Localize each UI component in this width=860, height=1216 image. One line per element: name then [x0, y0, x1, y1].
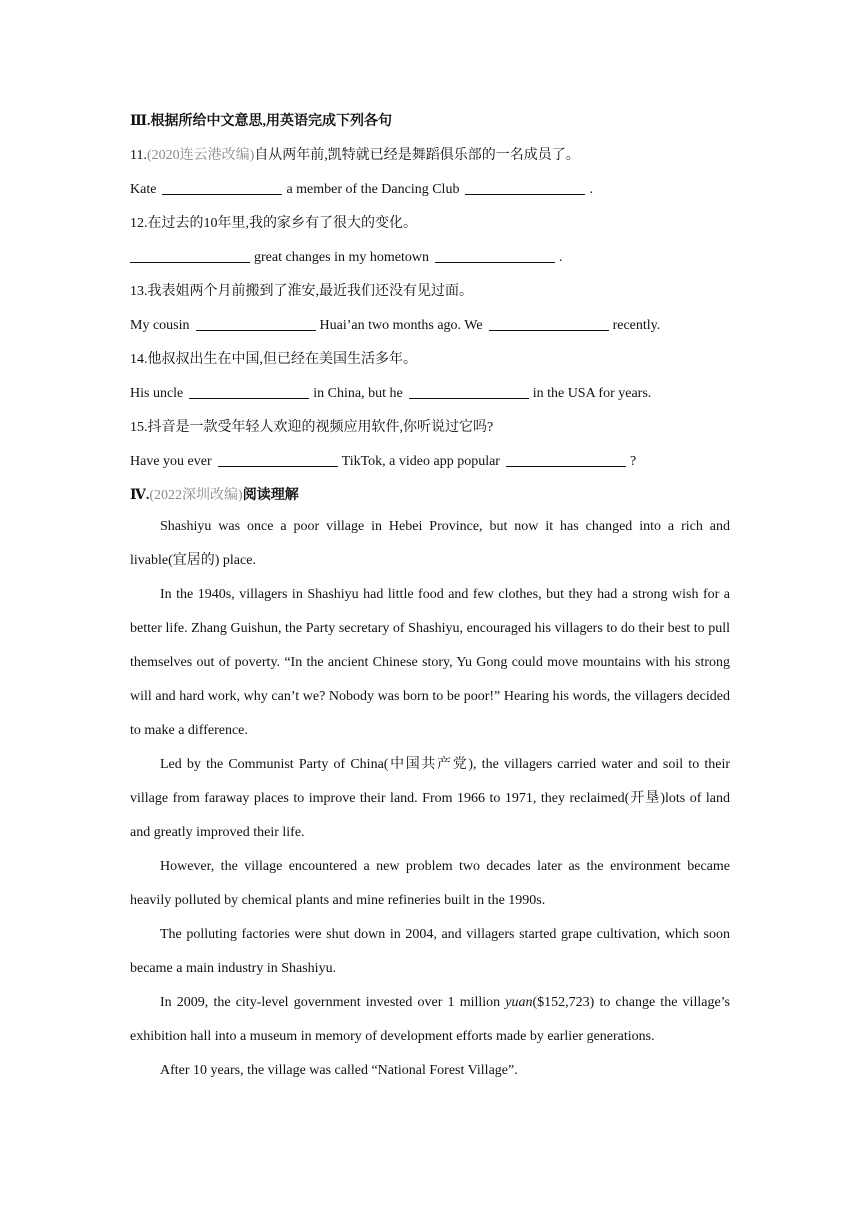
section-4-title — [130, 486, 730, 506]
paragraph-text: ($152,723) to change the village’s exhibition hall into a museum in memory of development efforts made by earlier generations. — [130, 995, 730, 1044]
exercise-section — [130, 112, 730, 520]
passage-paragraph-2: In the 1940s, villagers in Shashiyu had little food and few clothes, but they had a strong wish for a better life. Zhang Guishun, the Party secretary of Shashiyu, encouraged his villagers to do their best to pull themselves out of poverty. “In the ancient Chinese story, Yu Gong could move mountains with his strong will and hard work, why can’t we? Nobody was born to be poor!” Hearing his words, the villagers decided to make a difference. — [130, 587, 730, 738]
answer-blank[interactable] — [189, 384, 309, 399]
item-number: 13. — [130, 284, 148, 299]
answer-blank[interactable] — [506, 452, 626, 467]
item-prompt-text: 我表姐两个月前搬到了淮安,最近我们还没有见过面。 — [147, 284, 473, 299]
item-number: 14. — [130, 352, 148, 367]
item-11-prompt — [130, 146, 730, 166]
item-13-sentence — [130, 316, 730, 336]
sentence-part: Kate — [130, 182, 157, 197]
passage-paragraph-3: Led by the Communist Party of China(中国共产党), the villagers carried water and soil to their village from faraway places to improve their land. From 1966 to 1971, they reclaimed(开垦)lots of land and greatly improved their life. — [130, 757, 730, 840]
paragraph-text: In 2009, the city-level government invested over 1 million — [160, 995, 506, 1010]
answer-blank[interactable] — [489, 316, 609, 331]
answer-blank[interactable] — [162, 180, 282, 195]
passage-paragraph-7: After 10 years, the village was called “National Forest Village”. — [160, 1063, 518, 1078]
item-number: 15. — [130, 420, 148, 435]
item-12-sentence — [130, 248, 730, 268]
answer-blank[interactable] — [130, 248, 250, 263]
sentence-part: great changes in my hometown — [254, 250, 429, 265]
item-14-sentence — [130, 384, 730, 404]
section-number: Ⅳ. — [130, 488, 150, 503]
italic-word: yuan — [505, 995, 533, 1010]
answer-blank[interactable] — [465, 180, 585, 195]
sentence-part: Have you ever — [130, 454, 212, 469]
answer-blank[interactable] — [435, 248, 555, 263]
sentence-part: in the USA for years. — [532, 386, 652, 401]
item-14-prompt — [130, 350, 730, 370]
item-prompt-text: 他叔叔出生在中国,但已经在美国生活多年。 — [147, 352, 417, 367]
item-prompt-text: 抖音是一款受年轻人欢迎的视频应用软件,你听说过它吗? — [147, 420, 494, 435]
item-12-prompt — [130, 214, 730, 234]
sentence-part: . — [589, 182, 593, 197]
sentence-part: His uncle — [130, 386, 184, 401]
passage-paragraph-4: However, the village encountered a new problem two decades later as the environment became heavily polluted by chemical plants and mine refineries built in the 1990s. — [130, 859, 730, 908]
item-prompt-text: 自从两年前,凯特就已经是舞蹈俱乐部的一名成员了。 — [254, 148, 580, 163]
answer-blank[interactable] — [218, 452, 338, 467]
sentence-part: in China, but he — [313, 386, 403, 401]
section-source: (2022深圳改编) — [149, 488, 243, 503]
reading-passage — [130, 510, 730, 1088]
section-title-text: 阅读理解 — [242, 488, 299, 503]
sentence-part: TikTok, a video app popular — [341, 454, 500, 469]
item-number: 11. — [130, 148, 147, 163]
sentence-part: a member of the Dancing Club — [286, 182, 460, 197]
item-prompt-text: 在过去的10年里,我的家乡有了很大的变化。 — [147, 216, 417, 231]
answer-blank[interactable] — [196, 316, 316, 331]
sentence-part: recently. — [612, 318, 661, 333]
passage-paragraph-6 — [130, 986, 730, 1054]
item-13-prompt — [130, 282, 730, 302]
item-11-sentence — [130, 180, 730, 200]
item-source: (2020连云港改编) — [146, 148, 255, 163]
item-number: 12. — [130, 216, 148, 231]
passage-paragraph-5: The polluting factories were shut down in 2004, and villagers started grape cultivation, which soon became a main industry in Shashiyu. — [130, 927, 730, 976]
item-15-sentence — [130, 452, 730, 472]
sentence-part: Huai’an two months ago. We — [319, 318, 483, 333]
sentence-part: ? — [629, 454, 637, 469]
sentence-part: . — [558, 250, 563, 265]
item-15-prompt — [130, 418, 730, 438]
section-3-title: Ⅲ.根据所给中文意思,用英语完成下列各句 — [130, 114, 393, 129]
sentence-part: My cousin — [130, 318, 190, 333]
passage-paragraph-1: Shashiyu was once a poor village in Hebei Province, but now it has changed into a rich and livable(宜居的) place. — [130, 519, 730, 568]
answer-blank[interactable] — [409, 384, 529, 399]
